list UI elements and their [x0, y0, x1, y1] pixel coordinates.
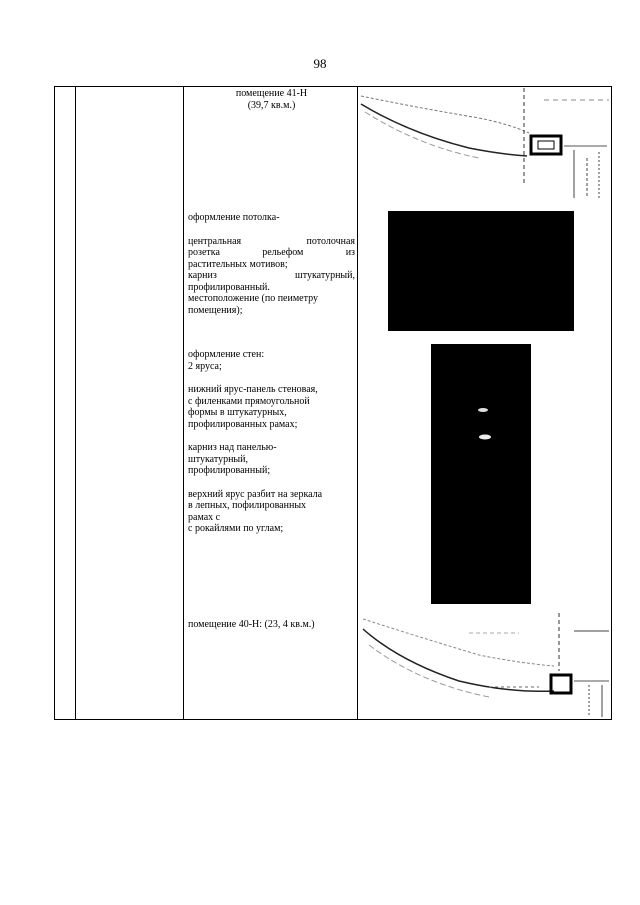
room-40-heading: помещение 40-Н: (23, 4 кв.м.) — [188, 619, 315, 630]
floor-plan-40-image — [359, 611, 610, 719]
floor-plan-fragment-icon — [359, 611, 610, 719]
column-divider — [357, 87, 358, 719]
floor-plan-41-image — [359, 88, 610, 202]
wall-photo-icon — [431, 344, 531, 604]
ceiling-photo — [388, 211, 574, 331]
room-41-heading: помещение 41-Н (39,7 кв.м.) — [235, 88, 308, 111]
inventory-table — [54, 86, 612, 720]
ceiling-description: оформление потолка- центральная потолочная розетка рельефом из растительных мотивов; карниз штукатурный, профилированный. местоположение (по пеиметру помещения); — [188, 212, 355, 316]
walls-description: оформление стен: 2 яруса; нижний ярус-панель стеновая, с филенками прямоугольной формы в штукатурных, профилированных рамах; карниз над панелью- штукатурный, профилированный; верхний ярус разбит на зеркала в лепных, пофилированных рамах с с рокайлями по углам; — [188, 349, 323, 534]
wall-photo — [431, 344, 531, 604]
column-divider — [183, 87, 184, 719]
column-divider — [75, 87, 76, 719]
floor-plan-fragment-icon — [359, 88, 610, 202]
page-number: 98 — [313, 56, 327, 71]
